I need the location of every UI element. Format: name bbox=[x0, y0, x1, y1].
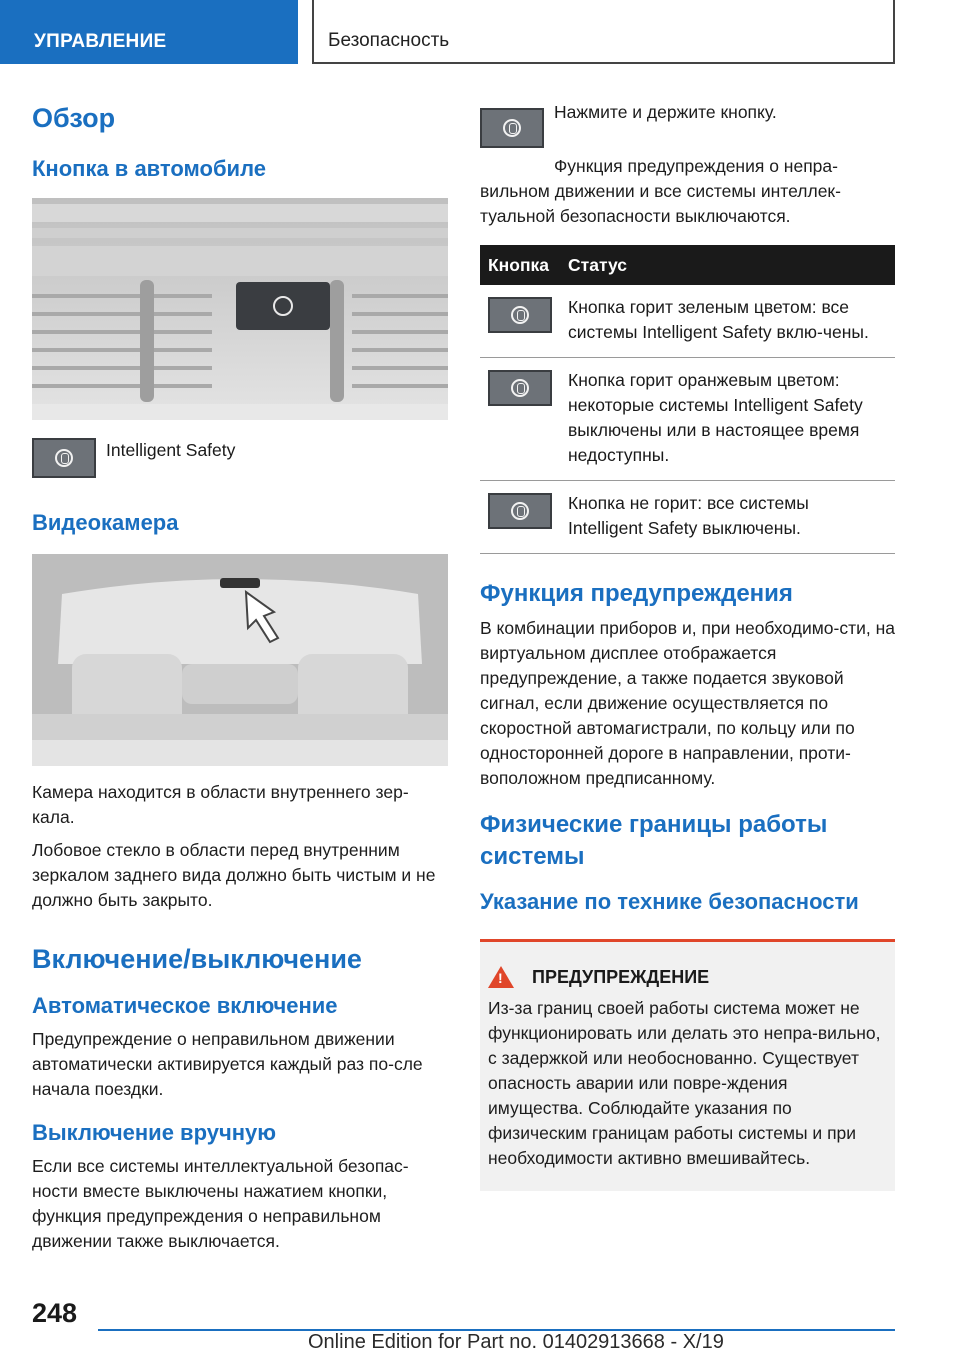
auto-on-heading: Автоматическое включение bbox=[32, 993, 338, 1018]
auto-on-text: Предупреждение о неправильном движении автоматически активируется каждый раз по-сле начала поездки. bbox=[32, 1029, 423, 1099]
chapter-tab: УПРАВЛЕНИЕ bbox=[0, 0, 298, 64]
hold-result-text: Функция предупреждения о непра-вильном движении и все системы интеллек-туальной безопасности выключаются. bbox=[480, 156, 841, 226]
right-column bbox=[480, 100, 895, 1191]
warning-function-heading: Функция предупреждения bbox=[480, 580, 793, 607]
status-cell: Кнопка не горит: все системы Intelligent Safety выключены. bbox=[560, 481, 895, 554]
button-status-table bbox=[480, 245, 895, 554]
dashboard-button-figure bbox=[32, 198, 448, 420]
hold-button-text: Нажмите и держите кнопку. bbox=[554, 102, 777, 122]
camera-heading: Видеокамера bbox=[32, 510, 179, 535]
button-green-icon bbox=[488, 297, 552, 333]
page-number: 248 bbox=[32, 1298, 78, 1328]
system-limits-heading: Физические границы работы системы bbox=[480, 811, 828, 870]
hold-button-row bbox=[480, 100, 895, 148]
left-column bbox=[32, 100, 448, 1254]
warning-text: Из-за границ своей работы система может не функционировать или делать это непра-вильно, с задержкой или необоснованно. Существует опасность аварии или повре-ждения имущества. Соблюдайте указания по физическим границам работы системы и при необходимости активно вмешивайтесь. bbox=[488, 998, 881, 1168]
section-title: Безопасность bbox=[312, 0, 895, 64]
edition-note: Online Edition for Part no. 01402913668 - X/19 bbox=[308, 1331, 724, 1353]
windshield-text: Лобовое стекло в области перед внутренним зеркалом заднего вида должно быть чистым и не должно быть закрыто. bbox=[32, 840, 436, 910]
table-row bbox=[480, 358, 895, 481]
warning-label: ПРЕДУПРЕЖДЕНИЕ bbox=[532, 967, 710, 987]
camera-location-text: Камера находится в области внутреннего зер-кала. bbox=[32, 782, 409, 827]
interior-illustration bbox=[32, 554, 448, 766]
warning-triangle-icon bbox=[488, 966, 514, 988]
intelligent-safety-button-icon bbox=[32, 438, 96, 478]
table-row bbox=[480, 481, 895, 554]
table-row bbox=[480, 285, 895, 358]
warning-box bbox=[480, 939, 895, 1191]
onoff-heading: Включение/выключение bbox=[32, 944, 362, 974]
status-cell: Кнопка горит зеленым цветом: все системы Intelligent Safety вклю-чены. bbox=[560, 285, 895, 358]
overview-heading: Обзор bbox=[32, 103, 116, 133]
button-in-car-heading: Кнопка в автомобиле bbox=[32, 156, 266, 181]
warning-title bbox=[488, 964, 885, 990]
manual-off-heading: Выключение вручную bbox=[32, 1120, 277, 1145]
button-caption: Intelligent Safety bbox=[106, 440, 236, 460]
status-cell: Кнопка горит оранжевым цветом: некоторые системы Intelligent Safety выключены или в настоящее время недоступны. bbox=[560, 358, 895, 481]
dashboard-illustration bbox=[32, 198, 448, 420]
button-orange-icon bbox=[488, 370, 552, 406]
camera-figure bbox=[32, 554, 448, 766]
button-legend bbox=[32, 438, 448, 478]
warning-function-text: В комбинации приборов и, при необходимо-сти, на виртуальном дисплее отображается предупреждение, а также подается звуковой сигнал, если движение осуществляется по скоростной автомагистрали, по кольцу или по односторонней дороге в направлении, проти-воположном предписанному. bbox=[480, 618, 896, 788]
manual-off-text: Если все системы интеллектуальной безопас-ности вместе выключены нажатием кнопки, функция предупреждения о неправильном движении также выключается. bbox=[32, 1156, 409, 1251]
intelligent-safety-button-icon bbox=[480, 108, 544, 148]
safety-note-heading: Указание по технике безопасности bbox=[480, 889, 859, 914]
button-off-icon bbox=[488, 493, 552, 529]
column-status: Статус bbox=[560, 245, 895, 285]
column-button: Кнопка bbox=[480, 245, 560, 285]
